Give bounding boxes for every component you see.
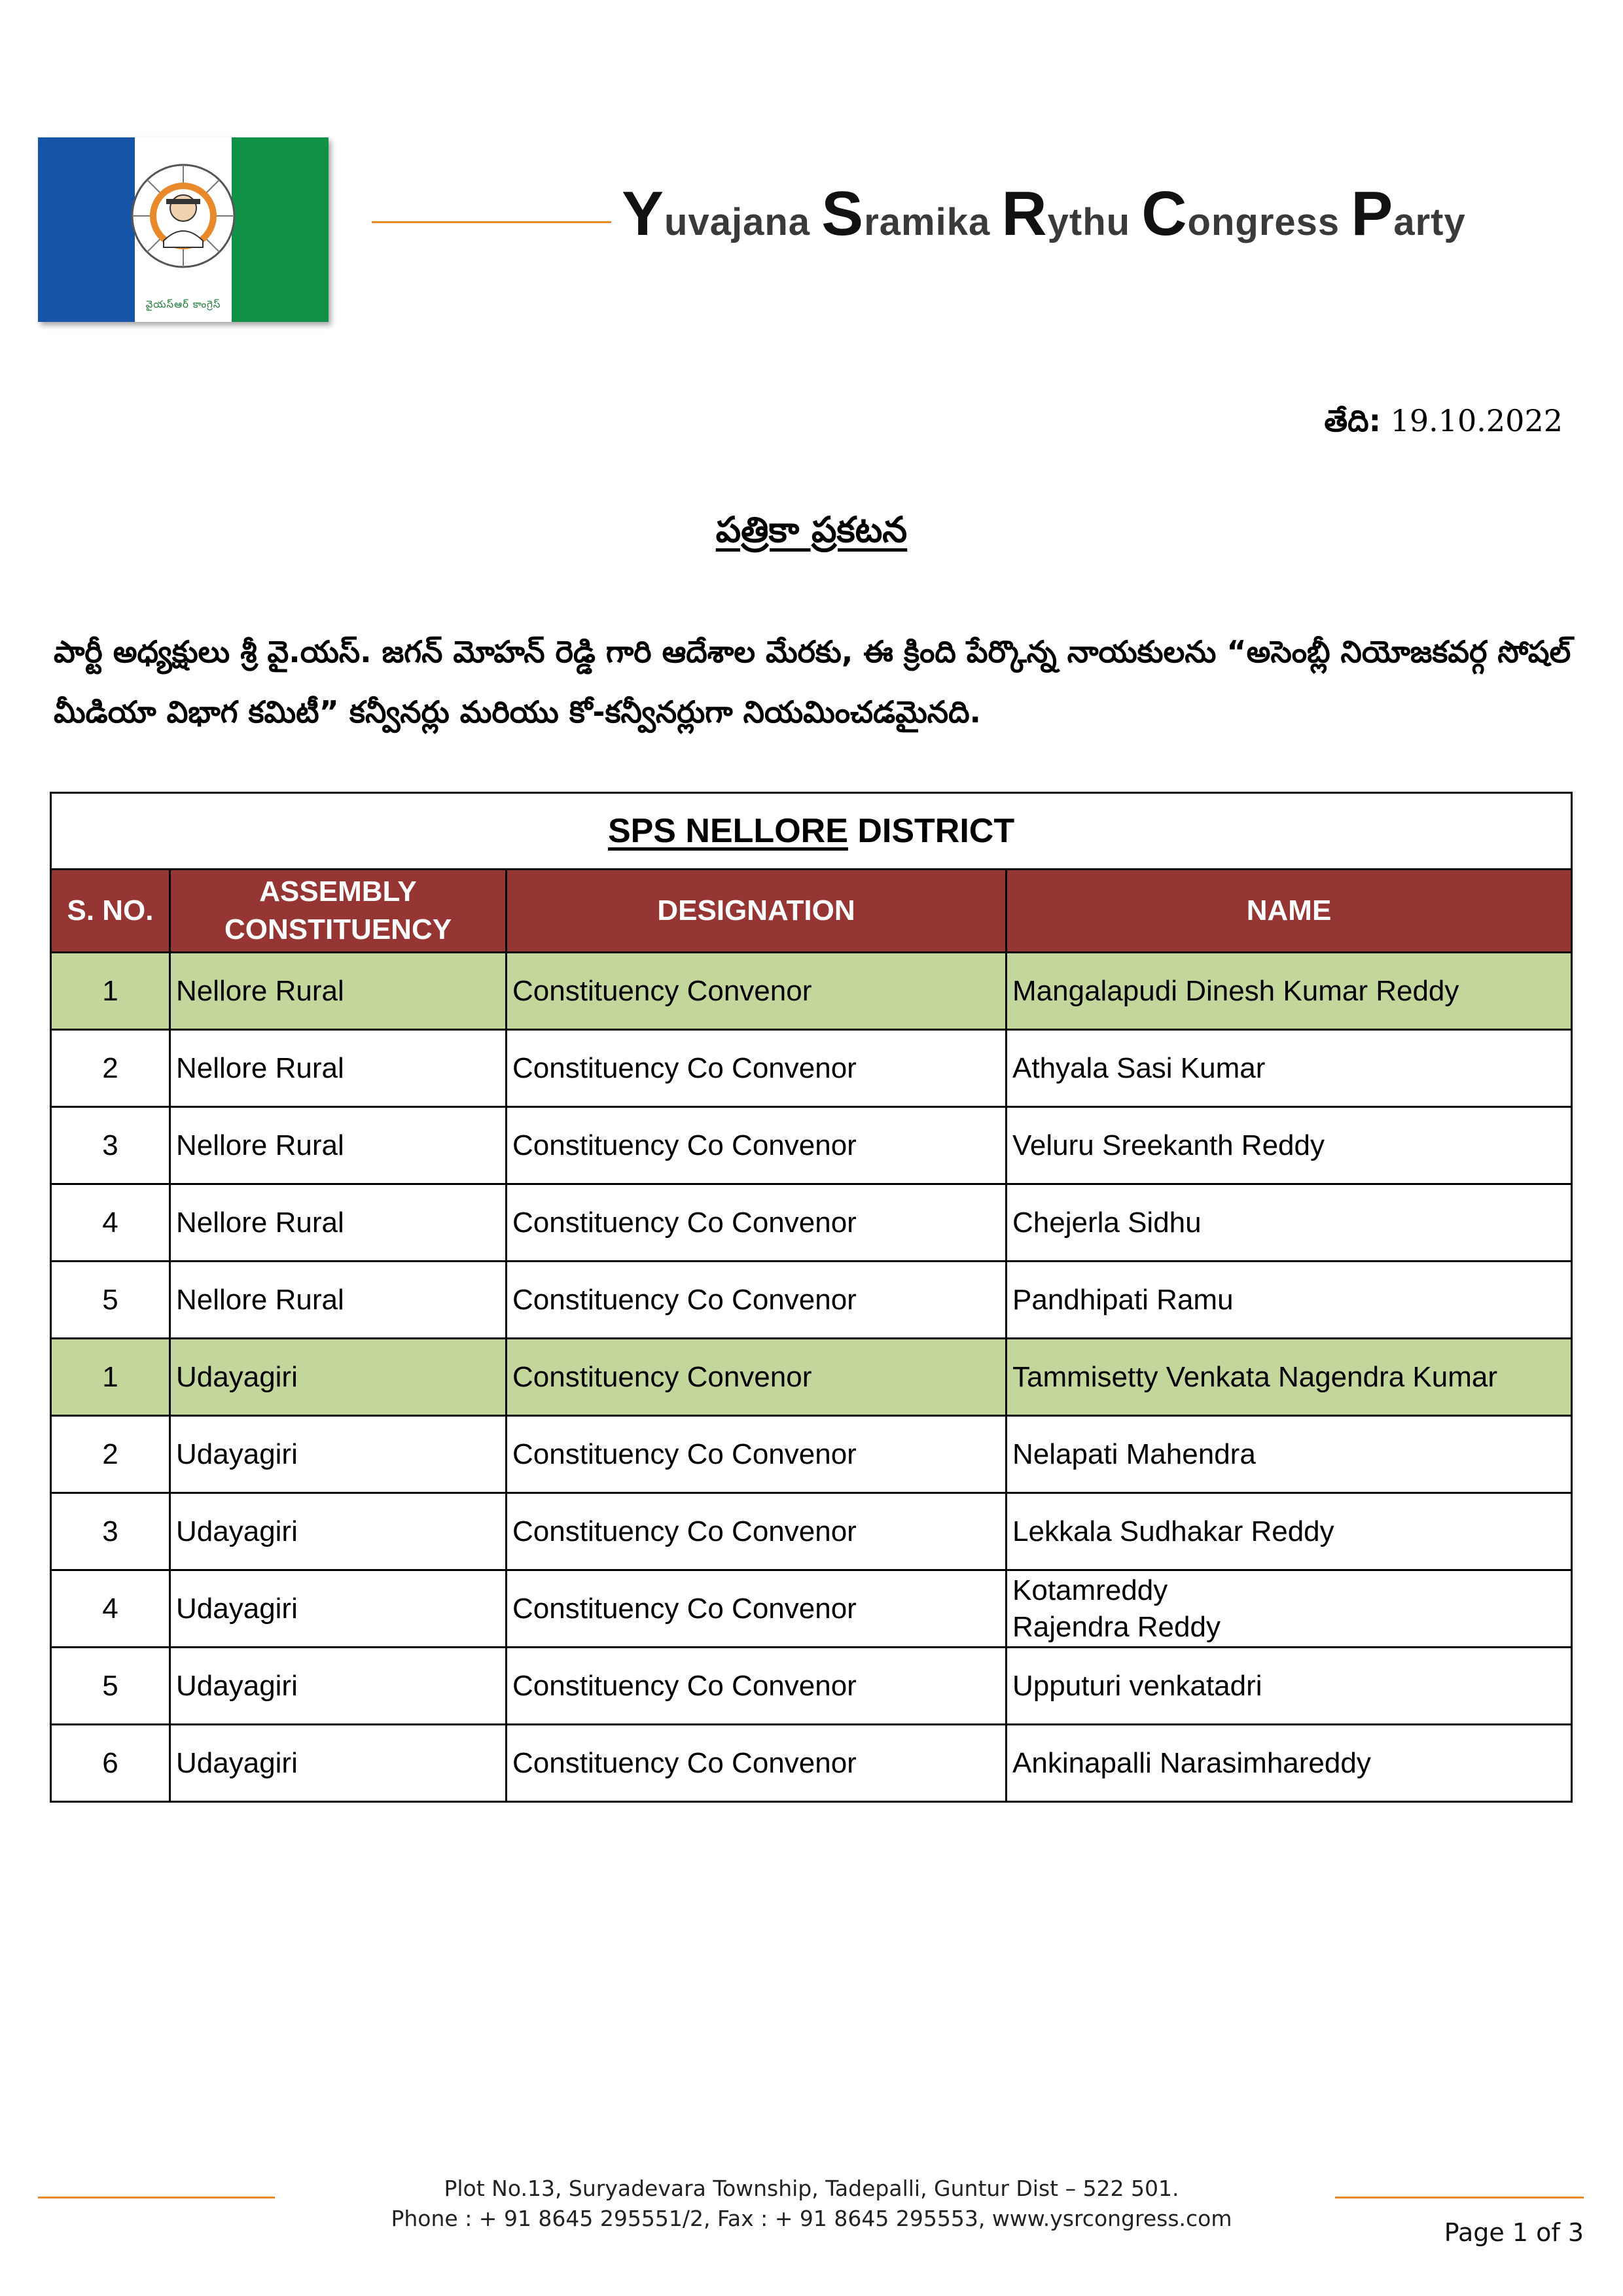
- row-name: Pandhipati Ramu: [1007, 1262, 1572, 1339]
- row-name: Veluru Sreekanth Reddy: [1007, 1107, 1572, 1184]
- row-designation: Constituency Co Convenor: [507, 1107, 1007, 1184]
- row-constituency: Udayagiri: [170, 1416, 507, 1493]
- table-row: [51, 1570, 1572, 1648]
- row-sno: 4: [51, 1184, 170, 1262]
- row-sno: 3: [51, 1107, 170, 1184]
- row-sno: 5: [51, 1262, 170, 1339]
- table-title-suffix: DISTRICT: [847, 812, 1015, 850]
- table-row: [51, 1725, 1572, 1802]
- logo-green-band: [232, 137, 329, 322]
- table-row: [51, 1493, 1572, 1570]
- party-name-word: ongress: [1187, 201, 1351, 243]
- row-name: Athyala Sasi Kumar: [1007, 1030, 1572, 1107]
- footer-right-rule: [1335, 2197, 1584, 2199]
- header-name: NAME: [1007, 870, 1572, 953]
- row-designation: Constituency Co Convenor: [507, 1493, 1007, 1570]
- press-release-title: [0, 509, 1623, 559]
- header-assembly-line2: CONSTITUENCY: [224, 913, 452, 945]
- row-constituency: Nellore Rural: [170, 1107, 507, 1184]
- party-name-initial: Y: [622, 179, 665, 249]
- row-constituency: Udayagiri: [170, 1339, 507, 1416]
- date-label: తేది:: [1324, 403, 1381, 438]
- party-name-initial: S: [821, 179, 865, 249]
- party-name-initial: R: [1001, 179, 1048, 249]
- row-name: Tammisetty Venkata Nagendra Kumar: [1007, 1339, 1572, 1416]
- table-row: [51, 1262, 1572, 1339]
- table-row: [51, 1648, 1572, 1725]
- header-orange-rule: [372, 221, 611, 223]
- row-constituency: Udayagiri: [170, 1493, 507, 1570]
- page-number: Page 1 of 3: [1444, 2218, 1584, 2247]
- row-name: Chejerla Sidhu: [1007, 1184, 1572, 1262]
- table-row: [51, 1107, 1572, 1184]
- party-name-word: arty: [1393, 201, 1466, 243]
- row-name: Ankinapalli Narasimhareddy: [1007, 1725, 1572, 1802]
- row-designation: Constituency Co Convenor: [507, 1648, 1007, 1725]
- table-row: [51, 1184, 1572, 1262]
- row-name: Nelapati Mahendra: [1007, 1416, 1572, 1493]
- row-constituency: Nellore Rural: [170, 953, 507, 1030]
- table-title: [51, 793, 1572, 870]
- party-name-initial: C: [1141, 179, 1188, 249]
- date-line: [1324, 403, 1563, 446]
- row-sno: 5: [51, 1648, 170, 1725]
- row-designation: Constituency Co Convenor: [507, 1570, 1007, 1648]
- table-header-row: [51, 870, 1572, 953]
- table-title-district-name: SPS NELLORE: [607, 812, 848, 850]
- row-sno: 4: [51, 1570, 170, 1648]
- intro-paragraph: పార్టీ అధ్యక్షులు శ్రీ వై.యస్. జగన్ మోహన్ రెడ్డి గారి ఆదేశాల మేరకు, ఈ క్రింది పేర్కొన్న నాయకులను “అసెంబ్లీ నియోజకవర్గ సోషల్ మీడియా విభాగ కమిటీ” కన్వీనర్లు మరియు కో-కన్వీనర్లుగా నియమించడమైనది.: [54, 634, 1571, 730]
- party-name-word: ramika: [864, 201, 1002, 243]
- footer-address-line1: Plot No.13, Suryadevara Township, Tadepalli, Guntur Dist – 522 501.: [444, 2176, 1179, 2201]
- row-name: Kotamreddy Rajendra Reddy: [1007, 1570, 1572, 1648]
- row-sno: 1: [51, 1339, 170, 1416]
- party-name-word: ythu: [1047, 201, 1142, 243]
- table-row: [51, 1339, 1572, 1416]
- row-constituency: Udayagiri: [170, 1648, 507, 1725]
- table-row: [51, 1416, 1572, 1493]
- row-designation: Constituency Co Convenor: [507, 1184, 1007, 1262]
- header-designation: DESIGNATION: [507, 870, 1007, 953]
- header-sno: S. NO.: [51, 870, 170, 953]
- row-sno: 2: [51, 1030, 170, 1107]
- table-title-row: [51, 793, 1572, 870]
- row-constituency: Nellore Rural: [170, 1262, 507, 1339]
- party-name-word: uvajana: [664, 201, 822, 243]
- row-sno: 6: [51, 1725, 170, 1802]
- date-value: 19.10.2022: [1390, 403, 1563, 438]
- footer-address: [327, 2174, 1296, 2234]
- table-row: [51, 1030, 1572, 1107]
- logo-blue-band: [38, 137, 135, 322]
- table-row: [51, 953, 1572, 1030]
- footer-left-rule: [38, 2197, 275, 2199]
- press-release-title-text: పత్రికా ప్రకటన: [715, 509, 908, 550]
- row-sno: 2: [51, 1416, 170, 1493]
- row-designation: Constituency Co Convenor: [507, 1262, 1007, 1339]
- row-constituency: Udayagiri: [170, 1570, 507, 1648]
- row-designation: Constituency Convenor: [507, 953, 1007, 1030]
- row-designation: Constituency Co Convenor: [507, 1725, 1007, 1802]
- footer-contact-line: Phone : + 91 8645 295551/2, Fax : + 91 8645 295553, www.ysrcongress.com: [391, 2206, 1232, 2231]
- row-sno: 3: [51, 1493, 170, 1570]
- header-assembly-line1: ASSEMBLY: [259, 875, 417, 908]
- logo-white-band: [135, 137, 232, 322]
- row-name: Mangalapudi Dinesh Kumar Reddy: [1007, 953, 1572, 1030]
- row-constituency: Nellore Rural: [170, 1030, 507, 1107]
- header-assembly-constituency: [170, 870, 507, 953]
- leader-emblem-icon: [130, 156, 237, 287]
- row-constituency: Nellore Rural: [170, 1184, 507, 1262]
- row-designation: Constituency Co Convenor: [507, 1416, 1007, 1493]
- row-designation: Constituency Co Convenor: [507, 1030, 1007, 1107]
- party-name: [622, 178, 1577, 256]
- row-name: Lekkala Sudhakar Reddy: [1007, 1493, 1572, 1570]
- appointments-table: [50, 792, 1573, 1803]
- row-constituency: Udayagiri: [170, 1725, 507, 1802]
- row-sno: 1: [51, 953, 170, 1030]
- party-logo: [38, 137, 329, 322]
- party-name-initial: P: [1351, 179, 1394, 249]
- row-name: Upputuri venkatadri: [1007, 1648, 1572, 1725]
- logo-caption: వైయస్ఆర్ కాంగ్రెస్: [145, 298, 221, 310]
- row-designation: Constituency Convenor: [507, 1339, 1007, 1416]
